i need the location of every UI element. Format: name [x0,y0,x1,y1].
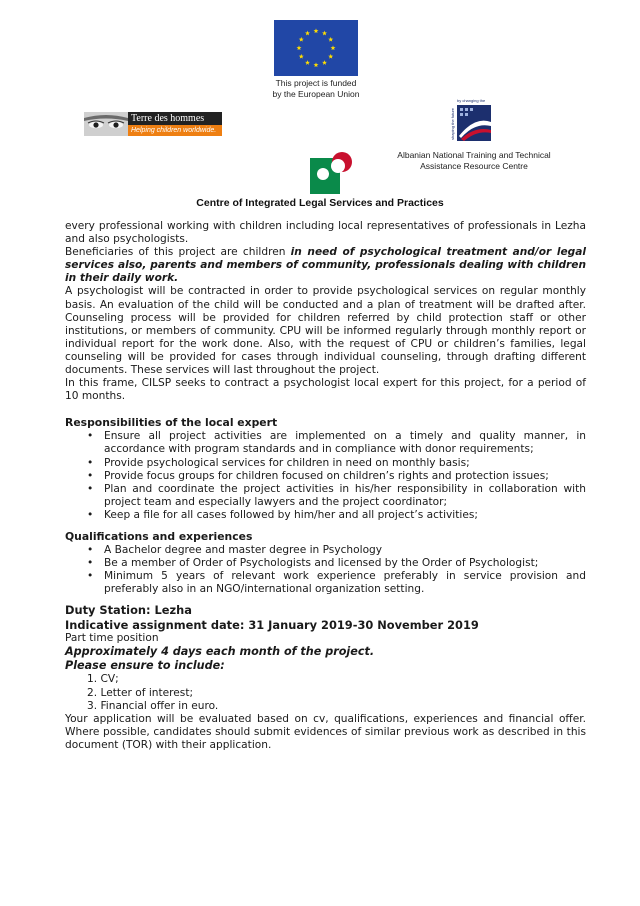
assignment-date: Indicative assignment date: 31 January 2019-30 November 2019 [65,617,479,632]
anttarc-side-text: shaping the future [450,107,455,140]
closing-paragraph: Your application will be evaluated based on cv, qualifications, experiences and financial offer. Where possible, candidates should submit evidences of similar previous work as described in this document (TOR) with their application. [65,712,586,751]
cilsp-logo [310,152,352,194]
list-item: • Be a member of Order of Psychologists and licensed by the Order of Psychologist; [87,557,586,570]
anttarc-caption-line1: Albanian National Training and Technical [397,150,551,160]
eu-funding-caption [262,78,370,100]
document-body [65,220,586,752]
eu-caption-line1: This project is funded [275,78,357,88]
list-item: • Provide psychological services for children in need on monthly basis; [87,457,586,470]
intro-paragraph-2 [65,246,586,285]
beneficiaries-emphasis: in need of psychological treatment and/or legal services also, parents and members of community, professionals dealing with children in their daily work. [65,246,587,285]
list-item: 3. Financial offer in euro. [87,699,219,712]
include-list [65,673,586,712]
organization-title: Centre of Integrated Legal Services and Practices [196,197,444,209]
qualifications-heading: Qualifications and experiences [65,529,253,543]
responsibilities-list [65,430,586,522]
list-item: 1. CV; [87,673,119,686]
responsibilities-heading: Responsibilities of the local expert [65,416,278,430]
intro-paragraph-1: every professional working with children including local representatives of professionals in Lezha and also psychologists. [65,220,586,246]
days-per-month: Approximately 4 days each month of the project. [65,645,375,659]
anttarc-caption-line2: Assistance Resource Centre [420,161,528,171]
qualifications-list [65,544,586,596]
tdh-tagline: Helping children worldwide. [128,125,222,136]
beneficiaries-lead: Beneficiaries of this project are children [65,246,291,259]
position-type: Part time position [65,632,159,645]
intro-paragraph-4: In this frame, CILSP seeks to contract a psychologist local expert for this project, for a period of 10 months. [65,377,586,403]
eu-caption-line2: by the European Union [272,89,360,99]
duty-station: Duty Station: Lezha [65,603,192,618]
child-eyes-photo [84,112,128,136]
anttarc-top-text: by changing the [457,98,486,103]
list-item: • Minimum 5 years of relevant work experience preferably in service provision and preferably also in an NGO/international organization setting. [87,570,586,596]
eu-flag-logo [274,20,358,76]
terre-des-hommes-logo [84,112,222,136]
list-item: 2. Letter of interest; [87,686,194,699]
tdh-name: Terre des hommes [128,112,222,125]
anttarc-logo [445,96,495,146]
anttarc-caption [380,150,568,172]
intro-paragraph-3: A psychologist will be contracted in order to provide psychological services on regular monthly basis. An evaluation of the child will be conducted and a plan of treatment will be drafted after. Counseling process will be provided for children referred by child protection staff or other institutions, or members of community. CPU will be informed regularly through monthly report or individual report for the work done. Also, with the request of CPU or children’s families, legal counseling will be provided for cases through individual counseling, through drafting different documents. These services will last throughout the project. [65,285,586,377]
list-item: • Provide focus groups for children focused on children’s rights and protection issues; [87,470,586,483]
list-item: • Keep a file for all cases followed by him/her and all project’s activities; [87,509,586,522]
include-heading: Please ensure to include: [65,659,225,673]
list-item: • Ensure all project activities are implemented on a timely and quality manner, in accordance with program standards and in compliance with donor requirements; [87,430,586,456]
list-item: • A Bachelor degree and master degree in Psychology [87,544,586,557]
list-item: • Plan and coordinate the project activities in his/her responsibility in collaboration with project team and especially lawyers and the project coordinator; [87,483,586,509]
